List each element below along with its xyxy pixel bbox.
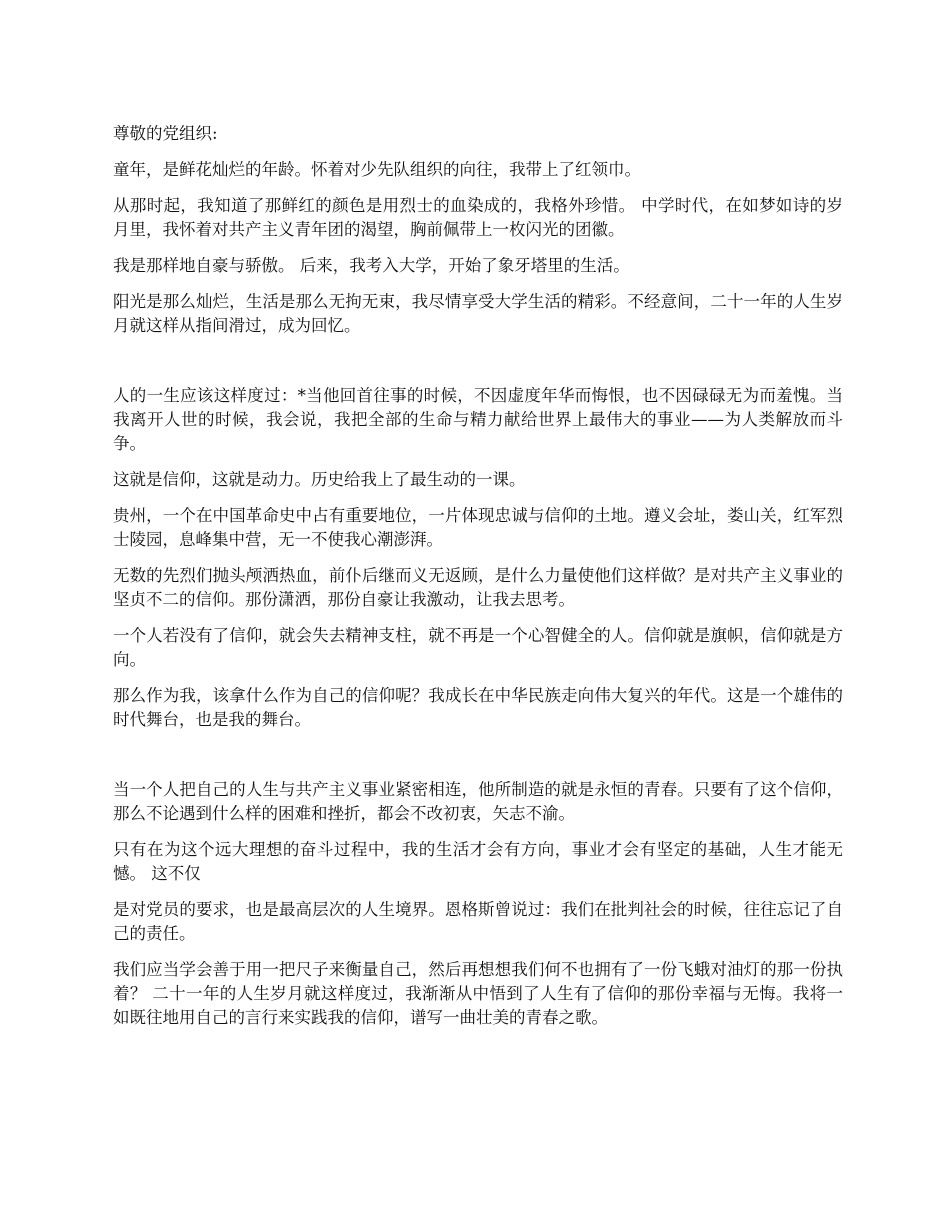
paragraph: 我们应当学会善于用一把尺子来衡量自己，然后再想想我们何不也拥有了一份飞蛾对油灯的那一份执着？ 二十一年的人生岁月就这样度过，我渐渐从中悟到了人生有了信仰的那份幸福与无悔。我将一如既往地用自己的言行来实践我的信仰，谱写一曲壮美的青春之歌。 — [113, 960, 843, 1027]
letter-body — [113, 122, 843, 1042]
paragraph: 从那时起，我知道了那鲜红的颜色是用烈士的血染成的，我格外珍惜。 中学时代，在如梦如诗的岁月里，我怀着对共产主义青年团的渴望，胸前佩带上一枚闪光的团徽。 — [113, 196, 843, 239]
section-break — [113, 744, 843, 778]
paragraph: 那么作为我，该拿什么作为自己的信仰呢？我成长在中华民族走向伟大复兴的年代。这是一个雄伟的时代舞台，也是我的舞台。 — [113, 686, 843, 729]
paragraph: 童年，是鲜花灿烂的年龄。怀着对少先队组织的向往，我带上了红领巾。 — [113, 160, 641, 179]
paragraph: 无数的先烈们抛头颅洒热血，前仆后继而义无返顾，是什么力量使他们这样做？是对共产主义事业的坚贞不二的信仰。那份潇洒，那份自豪让我激动，让我去思考。 — [113, 566, 843, 609]
paragraph: 当一个人把自己的人生与共产主义事业紧密相连，他所制造的就是永恒的青春。只要有了这个信仰，那么不论遇到什么样的困难和挫折，都会不改初衷，矢志不渝。 — [113, 780, 843, 823]
paragraph: 一个人若没有了信仰，就会失去精神支柱，就不再是一个心智健全的人。信仰就是旗帜，信仰就是方向。 — [113, 626, 843, 669]
section-break — [113, 350, 843, 384]
paragraph: 阳光是那么灿烂，生活是那么无拘无束，我尽情享受大学生活的精彩。不经意间，二十一年的人生岁月就这样从指间滑过，成为回忆。 — [113, 292, 843, 335]
salutation: 尊敬的党组织: — [113, 124, 218, 143]
paragraph: 这就是信仰，这就是动力。历史给我上了最生动的一课。 — [113, 470, 526, 489]
paragraph: 贵州，一个在中国革命史中占有重要地位，一片体现忠诚与信仰的土地。遵义会址，娄山关，红军烈士陵园，息峰集中营，无一不使我心潮澎湃。 — [113, 506, 843, 549]
paragraph: 我是那样地自豪与骄傲。 后来，我考入大学，开始了象牙塔里的生活。 — [113, 256, 630, 275]
paragraph: 人的一生应该这样度过：*当他回首往事的时候，不因虚度年华而悔恨，也不因碌碌无为而羞愧。当我离开人世的时候，我会说，我把全部的生命与精力献给世界上最伟大的事业——为人类解放而斗争。 — [113, 386, 843, 453]
paragraph: 是对党员的要求，也是最高层次的人生境界。恩格斯曾说过：我们在批判社会的时候，往往忘记了自己的责任。 — [113, 900, 843, 943]
paragraph: 只有在为这个远大理想的奋斗过程中，我的生活才会有方向，事业才会有坚定的基础，人生才能无憾。 这不仅 — [113, 840, 843, 883]
